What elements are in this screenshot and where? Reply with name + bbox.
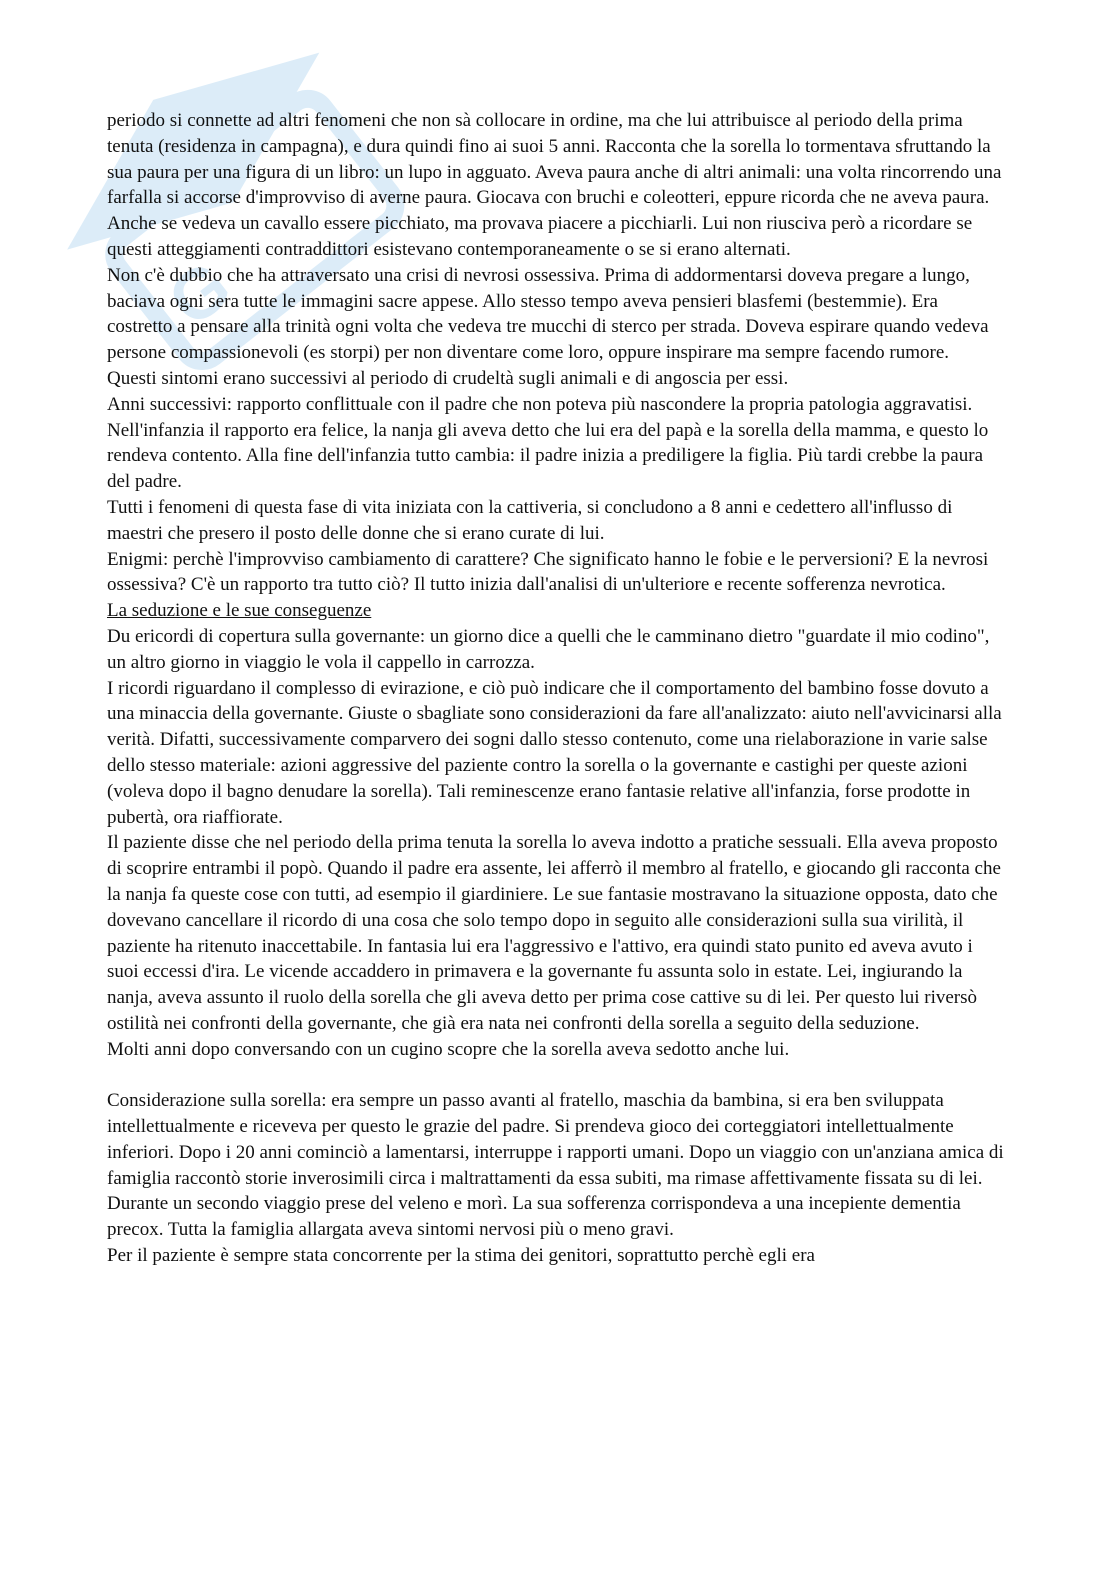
paragraph: Du ericordi di copertura sulla governante: un giorno dice a quelli che le camminano dietro "guardate il mio codino", un altro giorno in viaggio le vola il cappello in carrozza. [107,625,990,673]
paragraph: periodo si connette ad altri fenomeni che non sà collocare in ordine, ma che lui attribuisce al periodo della prima tenuta (residenza in campagna), e dura quindi fino ai suoi 5 anni. Racconta che la sorella lo tormentava sfruttando la sua paura per una figura di un libro: un lupo in agguato. Aveva paura anche di altri animali: una volta rincorrendo una farfalla si accorse d'improvviso di averne paura. Giocava con bruchi e coleotteri, eppure ricorda che ne aveva paura. Anche se vedeva un cavallo essere picchiato, ma provava piacere a picchiarli. Lui non riusciva però a ricordare se questi atteggiamenti contraddittori esistevano contemporaneamente o se si erano alternati. [107,110,1002,260]
paragraph-spacer [107,1062,1007,1088]
document-body [107,108,1007,1269]
paragraph: Enigmi: perchè l'improvviso cambiamento di carattere? Che significato hanno le fobie e le perversioni? E la nevrosi ossessiva? C'è un rapporto tra tutto ciò? Il tutto inizia dall'analisi di un'ulteriore e recente sofferenza nevrotica. [107,548,989,596]
paragraph: I ricordi riguardano il complesso di evirazione, e ciò può indicare che il comportamento del bambino fosse dovuto a una minaccia della governante. Giuste o sbagliate sono considerazioni da fare all'analizzato: aiuto nell'avvicinarsi alla verità. Difatti, successivamente comparvero dei sogni dallo stesso contenuto, come una rielaborazione in varie salse dello stesso materiale: azioni aggressive del paziente contro la sorella o la governante e castighi per queste azioni (voleva dopo il bagno denudare la sorella). Tali reminescenze erano fantasie relative all'infanzia, forse prodotte in pubertà, ora riaffiorate. [107,677,1002,828]
paragraph: Considerazione sulla sorella: era sempre un passo avanti al fratello, maschia da bambina, si era ben sviluppata intellettualmente e riceveva per questo le grazie del padre. Si prendeva gioco dei corteggiatori intellettualmente inferiori. Dopo i 20 anni cominciò a lamentarsi, interruppe i rapporti umani. Dopo un viaggio con un'anziana amica di famiglia raccontò storie inverosimili circa i maltrattamenti da essa subiti, ma rimase affettivamente fissata su di lei. Durante un secondo viaggio prese del veleno e morì. La sua sofferenza corrispondeva a una incepiente dementia precox. Tutta la famiglia allargata aveva sintomi nervosi più o meno gravi. [107,1090,1004,1241]
paragraph: Non c'è dubbio che ha attraversato una crisi di nevrosi ossessiva. Prima di addormentarsi doveva pregare a lungo, baciava ogni sera tutte le immagini sacre appese. Allo stesso tempo aveva pensieri blasfemi (bestemmie). Era costretto a pensare alla trinità ogni volta che vedeva tre mucchi di sterco per strada. Doveva espirare quando vedeva persone compassionevoli (es storpi) per non diventare come loro, oppure inspirare ma sempre facendo rumore. [107,264,989,364]
paragraph: Anni successivi: rapporto conflittuale con il padre che non poteva più nascondere la propria patologia aggravatisi. Nell'infanzia il rapporto era felice, la nanja gli aveva detto che lui era del papà e la sorella della mamma, e questo lo rendeva contento. Alla fine dell'infanzia tutto cambia: il padre inizia a prediligere la figlia. Più tardi crebbe la paura del padre. [107,393,989,493]
paragraph: Per il paziente è sempre stata concorrente per la stima dei genitori, soprattutto perchè egli era [107,1245,815,1267]
paragraph: Il paziente disse che nel periodo della prima tenuta la sorella lo aveva indotto a pratiche sessuali. Ella aveva proposto di scoprire entrambi il popò. Quando il padre era assente, lei afferrò il membro al fratello, e giocando gli racconta che la nanja fa queste cose con tutti, ad esempio il giardiniere. Le sue fantasie mostravano la situazione opposta, dato che dovevano cancellare il ricordo di una cosa che solo tempo dopo in seguito alle considerazioni sulla sua virilità, il paziente ha ritenuto inaccettabile. In fantasia lui era l'aggressivo e l'attivo, era quindi stato punito ed aveva avuto i suoi eccessi d'ira. Le vicende accaddero in primavera e la governante fu assunta solo in estate. Lei, ingiurando la nanja, aveva assunto il ruolo della sorella che gli aveva detto per prima cose cattive su di lei. Per questo lui riversò ostilità nei confronti della governante, che già era nata nei confronti della sorella a seguito della seduzione. [107,832,1001,1034]
svg-text:G: G [153,245,245,341]
paragraph: Tutti i fenomeni di questa fase di vita iniziata con la cattiveria, si concludono a 8 anni e cedettero all'influsso di maestri che presero il posto delle donne che si erano curate di lui. [107,496,953,544]
paragraph: Molti anni dopo conversando con un cugino scopre che la sorella aveva sedotto anche lui. [107,1038,790,1060]
paragraph: Questi sintomi erano successivi al periodo di crudeltà sugli animali e di angoscia per essi. [107,367,789,389]
section-heading: La seduzione e le sue conseguenze [107,600,372,622]
